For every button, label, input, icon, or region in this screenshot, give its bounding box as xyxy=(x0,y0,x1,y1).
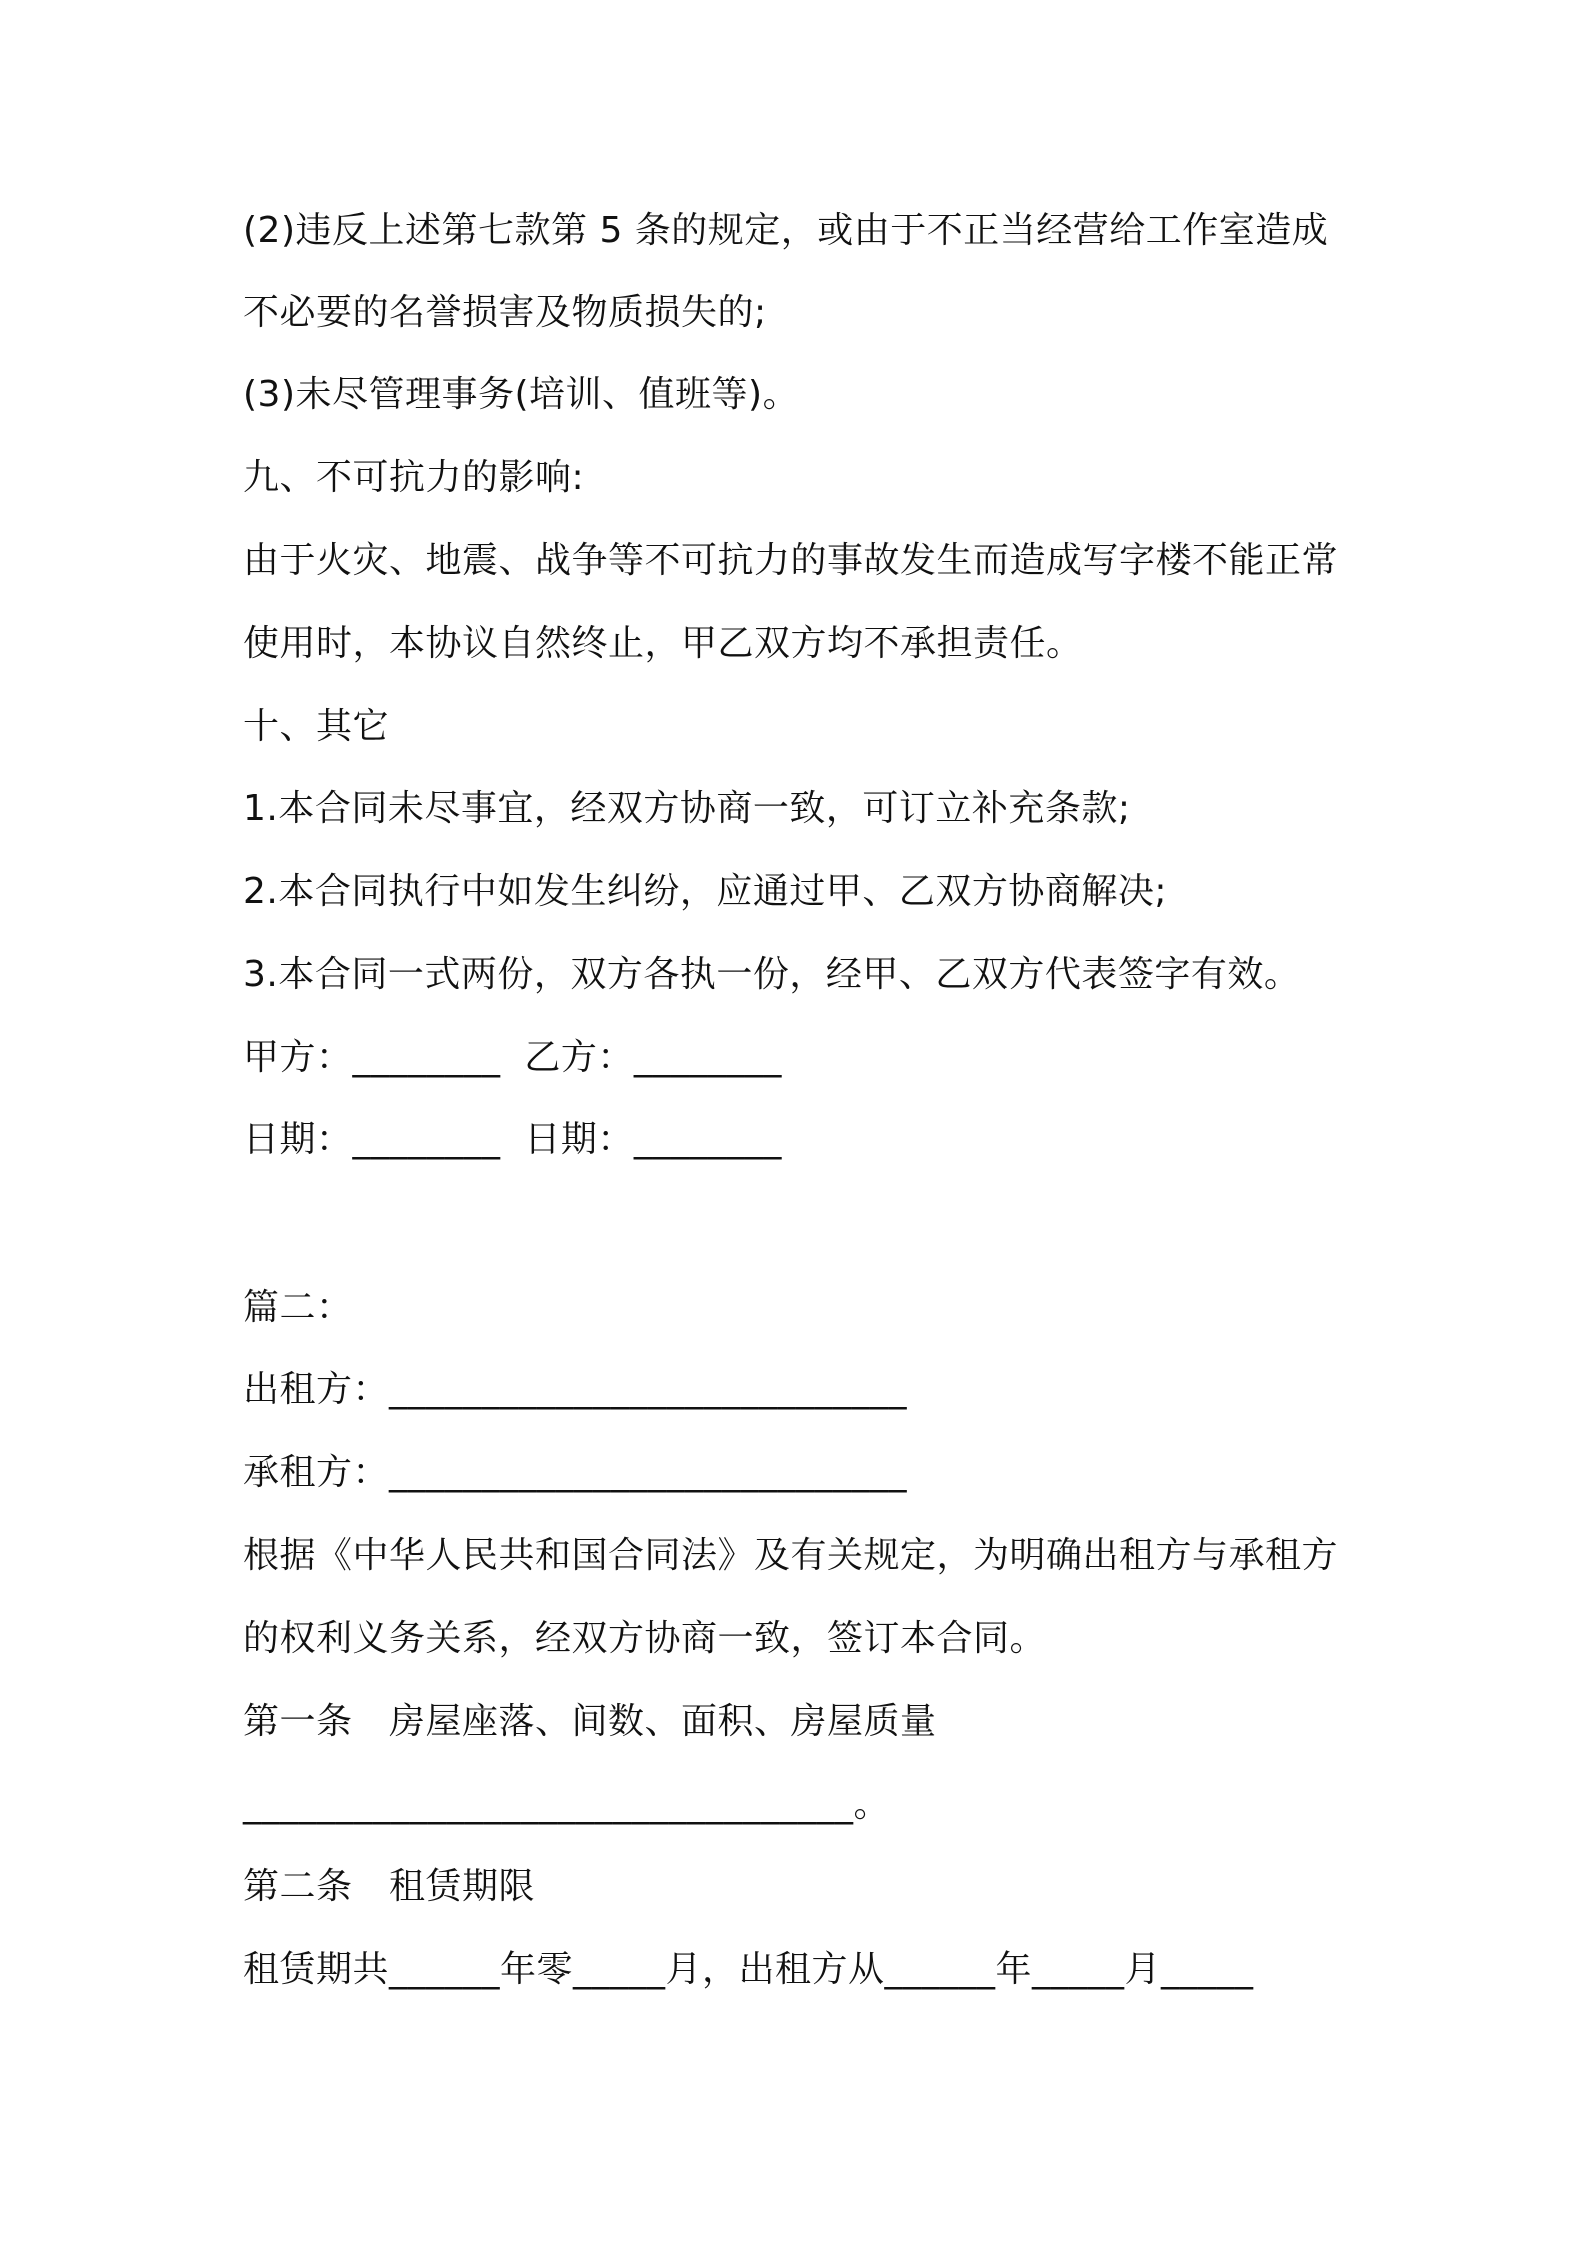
text-line: 3.本合同一式两份，双方各执一份，经甲、乙双方代表签字有效。 xyxy=(243,954,1301,995)
date-line: 日期：________ 日期：________ xyxy=(243,1119,782,1160)
text-line: 由于火灾、地震、战争等不可抗力的事故发生而造成写字楼不能正常 xyxy=(243,540,1339,581)
text-line: 2.本合同执行中如发生纠纷，应通过甲、乙双方协商解决; xyxy=(243,871,1167,912)
lessee-field: 承租方：____________________________ xyxy=(243,1452,908,1493)
blank-field-line: _________________________________。 xyxy=(243,1784,890,1825)
text-line: 不必要的名誉损害及物质损失的; xyxy=(243,292,767,333)
article-heading: 第二条 租赁期限 xyxy=(243,1866,536,1907)
text-line: (3)未尽管理事务(培训、值班等)。 xyxy=(243,374,800,415)
text-line: 的权利义务关系，经双方协商一致，签订本合同。 xyxy=(243,1618,1047,1659)
part-title: 篇二： xyxy=(243,1287,353,1328)
text-line: 根据《中华人民共和国合同法》及有关规定，为明确出租方与承租方 xyxy=(243,1535,1339,1576)
text-line: 使用时，本协议自然终止，甲乙双方均不承担责任。 xyxy=(243,623,1083,664)
text-line: 1.本合同未尽事宜，经双方协商一致，可订立补充条款; xyxy=(243,788,1131,829)
section-heading: 九、不可抗力的影响: xyxy=(243,457,585,498)
text-line: 租赁期共______年零_____月，出租方从______年_____月_____ xyxy=(243,1949,1254,1990)
text-line: (2)违反上述第七款第 5 条的规定，或由于不正当经营给工作室造成 xyxy=(243,210,1329,251)
article-heading: 第一条 房屋座落、间数、面积、房屋质量 xyxy=(243,1701,937,1742)
section-heading: 十、其它 xyxy=(243,706,390,747)
signature-line: 甲方：________ 乙方：________ xyxy=(243,1037,782,1078)
lessor-field: 出租方：____________________________ xyxy=(243,1369,908,1410)
